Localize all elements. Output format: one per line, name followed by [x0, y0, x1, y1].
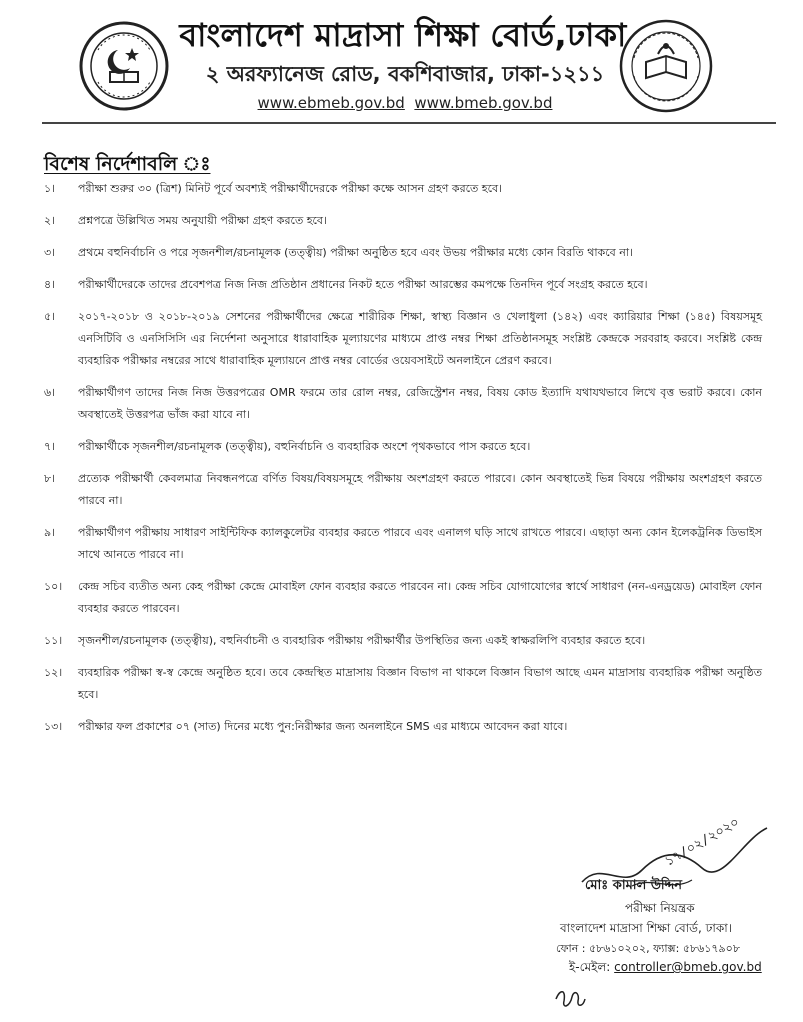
section-title: বিশেষ নির্দেশাবলি ঃ — [44, 153, 211, 175]
instruction-text: প্রশ্নপত্রে উল্লিখিত সময় অনুযায়ী পরীক্ষা গ্রহণ করতে হবে। — [78, 214, 327, 227]
instruction-item — [44, 178, 762, 200]
instruction-text: পরীক্ষার্থীদেরকে তাদের প্রবেশপত্র নিজ নিজ প্রতিষ্ঠান প্রধানের নিকট হতে পরীক্ষা আরম্ভের কমপক্ষে তিনদিন পূর্বে সংগ্রহ করতে হবে। — [78, 278, 648, 291]
instruction-item — [44, 576, 762, 620]
email-link[interactable]: controller@bmeb.gov.bd — [614, 960, 762, 974]
instruction-text: ২০১৭-২০১৮ ও ২০১৮-২০১৯ সেশনের পরীক্ষার্থীদের ক্ষেত্রে শারীরিক শিক্ষা, স্বাস্থ্য বিজ্ঞান ও খেলাধুলা (১৪২) এবং ক্যারিয়ার শিক্ষা (১৪৫) বিষয়সমূহ এনসিটিবি ও এনসিসিসি এর নির্দেশনা অনুসারে ধারাবাহিক মূল্যায়ণের মাধ্যমে প্রাপ্ত নম্বর শিক্ষা প্রতিষ্ঠানসমূহ সংশ্লিষ্ট কেন্দ্রকে সরবরাহ করবে। সংশ্লিষ্ট কেন্দ্র ব্যবহারিক পরীক্ষার নম্বরের সাথে ধারাবাহিক মূল্যায়নে প্রাপ্ত নম্বর বোর্ডের ওয়েবসাইটে অনলাইনে প্রেরণ করবে। — [78, 310, 762, 367]
instruction-text: কেন্দ্র সচিব ব্যতীত অন্য কেহ পরীক্ষা কেন্দ্রে মোবাইল ফোন ব্যবহার করতে পারবেন না। কেন্দ্র সচিব যোগাযোগের স্বার্থে সাধারণ (নন-এনড্রয়েড) মোবাইল ফোন ব্যবহার করতে পারবেন। — [78, 580, 762, 615]
header-divider — [42, 122, 776, 124]
instruction-item — [44, 274, 762, 296]
board-seal-logo — [78, 20, 170, 112]
instruction-text: পরীক্ষা শুরুর ৩০ (ত্রিশ) মিনিট পূর্বে অবশ্যই পরীক্ষার্থীদেরকে পরীক্ষা কক্ষে আসন গ্রহণ করতে হবে। — [78, 182, 503, 195]
instruction-number: ১। — [44, 182, 56, 195]
board-address: ২ অরফ্যানেজ রোড, বকশিবাজার, ঢাকা-১২১১ — [205, 62, 605, 86]
instruction-item — [44, 210, 762, 232]
contact-phone: ফোন : ৫৮৬১০২০২, ফ্যাক্স: ৫৮৬১৭৯০৮ — [556, 942, 740, 955]
signatory-designation: পরীক্ষা নিয়ন্ত্রক — [625, 901, 695, 915]
instruction-number: ১৩। — [44, 720, 63, 733]
instruction-item — [44, 662, 762, 706]
instruction-number: ৩। — [44, 246, 56, 259]
instruction-list — [44, 178, 762, 748]
instruction-item — [44, 630, 762, 652]
board-name: বাংলাদেশ মাদ্রাসা শিক্ষা বোর্ড,ঢাকা — [179, 16, 627, 54]
instruction-number: ৭। — [44, 440, 56, 453]
instruction-text: পরীক্ষার্থীগণ পরীক্ষায় সাধারণ সাইন্টিফিক ক্যালকুলেটর ব্যবহার করতে পারবে এবং এনালগ ঘড়ি সাথে রাখতে পারবে। এছাড়া অন্য কোন ইলেকট্রনিক ডিভাইস সাথে আনতে পারবে না। — [78, 526, 762, 561]
instruction-text: পরীক্ষার ফল প্রকাশের ০৭ (সাত) দিনের মধ্যে পুন:নিরীক্ষার জন্য অনলাইনে SMS এর মাধ্যমে আবেদন করা যাবে। — [78, 720, 568, 733]
instruction-item — [44, 436, 762, 458]
instruction-text: প্রত্যেক পরীক্ষার্থী কেবলমাত্র নিবন্ধনপত্রে বর্ণিত বিষয়/বিষয়সমূহে পরীক্ষায় অংশগ্রহণ করতে পারবে। কোন অবস্থাতেই ভিন্ন বিষয়ে পরীক্ষায় অংশগ্রহণ করতে পারবে না। — [78, 472, 762, 507]
instruction-number: ২। — [44, 214, 56, 227]
email-label: ই-মেইল: — [569, 960, 611, 974]
board-websites — [220, 94, 590, 112]
signature-date: ১৭/০২/২০২০ — [662, 814, 743, 870]
instruction-number: ৪। — [44, 278, 56, 291]
instruction-item — [44, 306, 762, 372]
instruction-number: ৯। — [44, 526, 56, 539]
instruction-item — [44, 468, 762, 512]
instruction-item — [44, 522, 762, 566]
website-link-ebmeb[interactable]: www.ebmeb.gov.bd — [257, 94, 405, 112]
instruction-item — [44, 382, 762, 426]
instruction-text: সৃজনশীল/রচনামূলক (তত্ত্বীয়), বহুনির্বাচনী ও ব্যবহারিক পরীক্ষায় পরীক্ষার্থীর উপস্থিতির জন্য একই স্বাক্ষরলিপি ব্যবহার করতে হবে। — [78, 634, 646, 647]
instruction-number: ৫। — [44, 310, 56, 323]
instruction-number: ১১। — [44, 634, 63, 647]
contact-email — [569, 959, 762, 979]
website-link-bmeb[interactable]: www.bmeb.gov.bd — [414, 94, 553, 112]
instruction-item — [44, 716, 762, 738]
initial-mark — [552, 985, 588, 1011]
instruction-number: ৬। — [44, 386, 56, 399]
instruction-text: পরীক্ষার্থীগণ তাদের নিজ নিজ উত্তরপত্রের OMR ফরমে তার রোল নম্বর, রেজিস্ট্রেশন নম্বর, বিষয় কোড ইত্যাদি যথাযথভাবে লিখে বৃত্ত ভরাট করবে। কোন অবস্থাতেই উত্তরপত্র ভাঁজ করা যাবে না। — [78, 386, 762, 421]
signatory-organization: বাংলাদেশ মাদ্রাসা শিক্ষা বোর্ড, ঢাকা। — [560, 921, 733, 935]
instruction-text: পরীক্ষার্থীকে সৃজনশীল/রচনামূলক (তত্ত্বীয়), বহুনির্বাচনি ও ব্যবহারিক অংশে পৃথকভাবে পাস করতে হবে। — [78, 440, 531, 453]
instruction-text: ব্যবহারিক পরীক্ষা স্ব-স্ব কেন্দ্রে অনুষ্ঠিত হবে। তবে কেন্দ্রস্থিত মাদ্রাসায় বিজ্ঞান বিভাগ না থাকলে বিজ্ঞান বিভাগ আছে এমন মাদ্রাসায় ব্যবহারিক পরীক্ষা অনুষ্ঠিত হবে। — [78, 666, 762, 701]
instruction-text: প্রথমে বহুনির্বাচনি ও পরে সৃজনশীল/রচনামূলক (তত্ত্বীয়) পরীক্ষা অনুষ্ঠিত হবে এবং উভয় পরীক্ষার মধ্যে কোন বিরতি থাকবে না। — [78, 246, 633, 259]
instruction-number: ৮। — [44, 472, 56, 485]
instruction-number: ১০। — [44, 580, 63, 593]
instruction-item — [44, 242, 762, 264]
signatory-name: মোঃ কামাল উদ্দিন — [585, 878, 683, 893]
instruction-number: ১২। — [44, 666, 63, 679]
